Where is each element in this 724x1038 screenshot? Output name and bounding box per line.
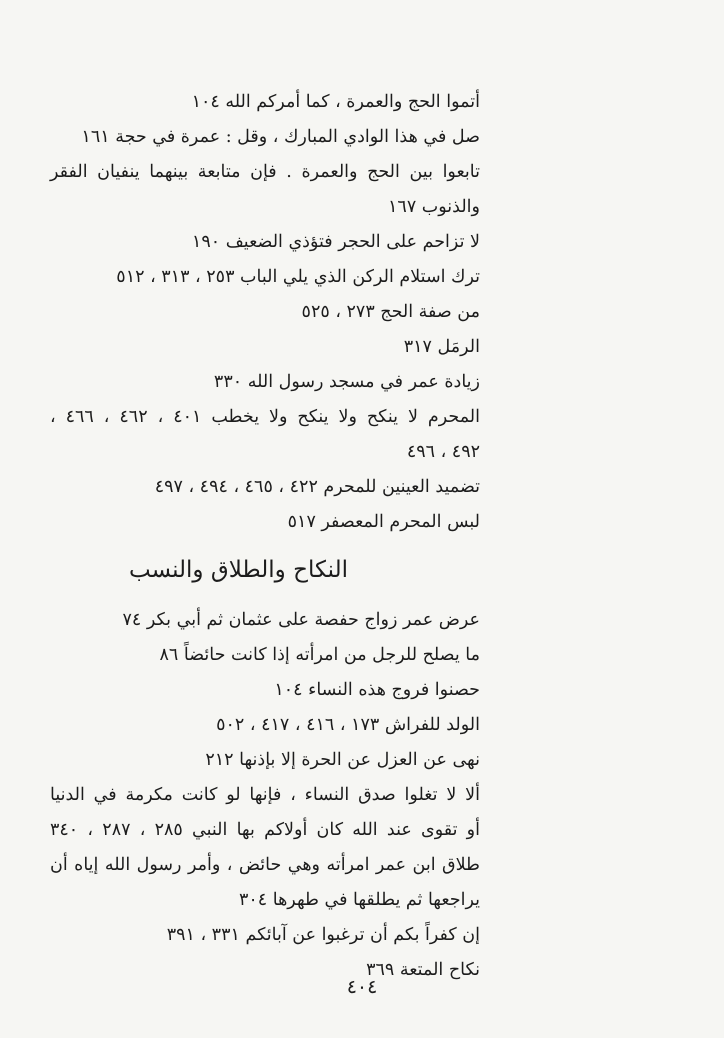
- index-entry-continuation: ٤٩٢ ، ٤٩٦: [406, 442, 480, 462]
- index-entry: الرمَل ٣١٧: [403, 337, 480, 357]
- index-entry-continuation: يراجعها ثم يطلقها في طهرها ٣٠٤: [238, 890, 480, 910]
- index-entry: زيادة عمر في مسجد رسول الله ٣٣٠: [213, 372, 480, 392]
- index-entry: صل في هذا الوادي المبارك ، وقل : عمرة في حجة ١٦١: [81, 127, 480, 147]
- index-entry: أتموا الحج والعمرة ، كما أمركم الله ١٠٤: [191, 92, 480, 112]
- index-entry: المحرم لا ينكح ولا ينكح ولا يخطب ٤٠١ ، ٤٦٢ ، ٤٦٦ ،: [50, 407, 481, 427]
- hajj-entries: [50, 85, 480, 540]
- index-entry: تابعوا بين الحج والعمرة . فإن متابعة بينهما ينفيان الفقر: [50, 162, 480, 182]
- index-entry: ترك استلام الركن الذي يلي الباب ٢٥٣ ، ٣١٣ ، ٥١٢: [116, 267, 480, 287]
- index-entry: لا تزاحم على الحجر فتؤذي الضعيف ١٩٠: [191, 232, 480, 252]
- index-entry-continuation: والذنوب ١٦٧: [388, 197, 480, 217]
- index-entry: نكاح المتعة ٣٦٩: [366, 960, 480, 980]
- index-entry: إن كفراً بكم أن ترغبوا عن آبائكم ٣٣١ ، ٣٩١: [166, 925, 480, 945]
- index-entry: ما يصلح للرجل من امرأته إذا كانت حائضاً ٨٦: [159, 645, 480, 665]
- index-entry: من صفة الحج ٢٧٣ ، ٥٢٥: [301, 302, 480, 322]
- index-entry: لبس المحرم المعصفر ٥١٧: [287, 512, 480, 532]
- index-entry: تضميد العينين للمحرم ٤٢٢ ، ٤٦٥ ، ٤٩٤ ، ٤٩٧: [154, 477, 480, 497]
- index-entry: عرض عمر زواج حفصة على عثمان ثم أبي بكر ٧٤: [122, 610, 480, 630]
- index-entry: نهى عن العزل عن الحرة إلا بإذنها ٢١٢: [205, 750, 480, 770]
- page-number: ٤٠٤: [346, 976, 378, 998]
- index-entry-continuation: أو تقوى عند الله كان أولاكم بها النبي ٢٨٥ ، ٢٨٧ ، ٣٤٠: [50, 820, 480, 840]
- index-entry: حصنوا فروج هذه النساء ١٠٤: [274, 680, 480, 700]
- index-entry: الولد للفراش ١٧٣ ، ٤١٦ ، ٤١٧ ، ٥٠٢: [216, 715, 480, 735]
- marriage-entries: [50, 603, 480, 988]
- index-entry: ألا لا تغلوا صدق النساء ، فإنها لو كانت مكرمة في الدنيا: [50, 785, 480, 805]
- index-entry: طلاق ابن عمر امرأته وهي حائض ، وأمر رسول الله إياه أن: [50, 855, 480, 875]
- section-heading: النكاح والطلاق والنسب: [128, 557, 348, 583]
